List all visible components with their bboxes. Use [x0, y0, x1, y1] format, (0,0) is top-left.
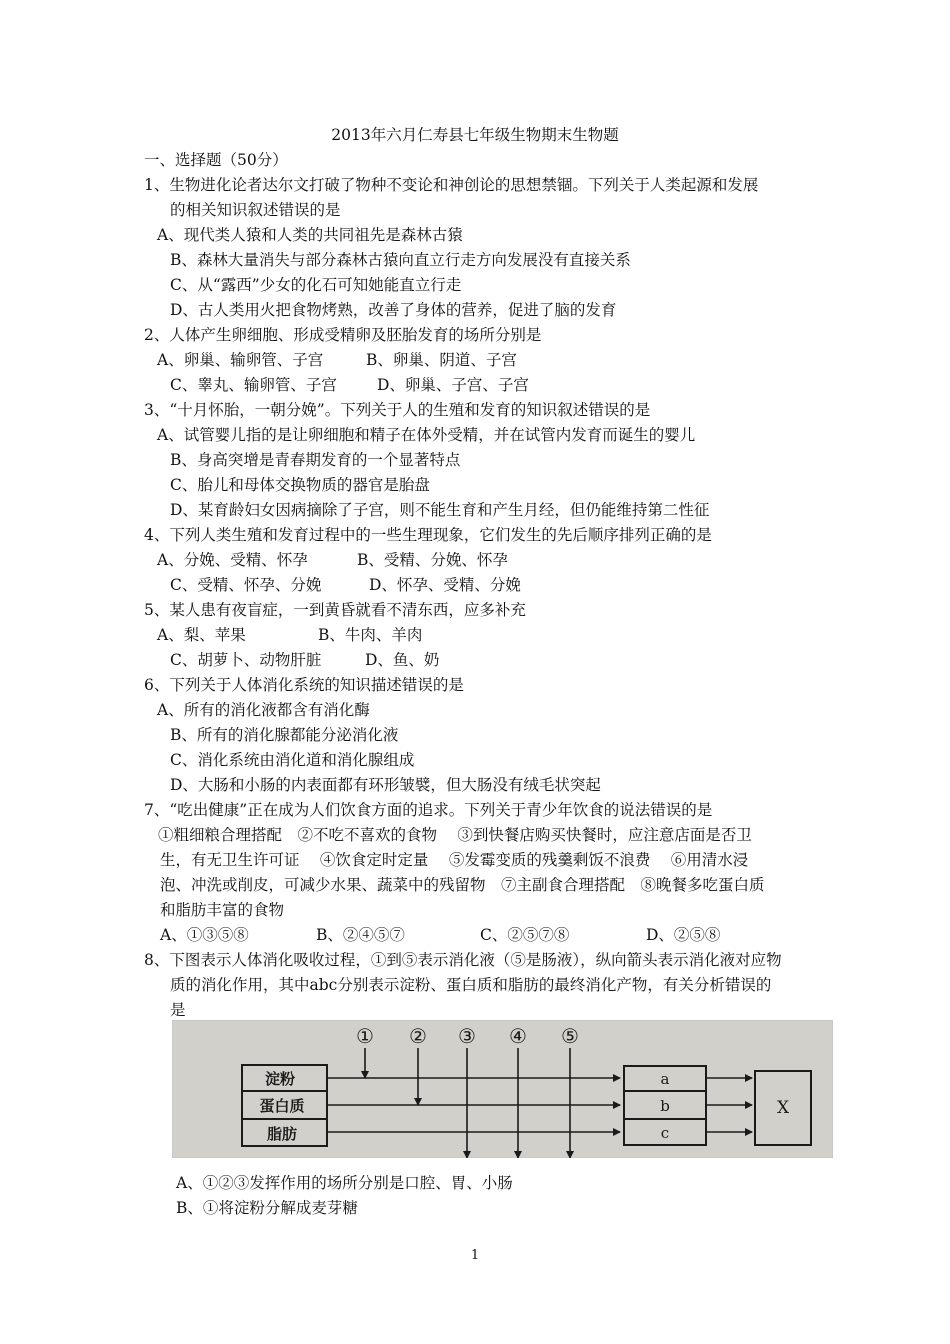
- q8-stem-cont: 是: [170, 1001, 186, 1019]
- q5-option-c: C、胡萝卜、动物肝脏: [170, 651, 322, 669]
- q3-option-c: C、胎儿和母体交换物质的器官是胎盘: [170, 476, 430, 494]
- result-label: X: [776, 1098, 790, 1118]
- juice-label: ⑤: [561, 1024, 579, 1048]
- q2-option-c: C、睾丸、输卵管、子宫: [170, 376, 337, 394]
- q8-stem-cont: 质的消化作用，其中abc分别表示淀粉、蛋白质和脂肪的最终消化产物，有关分析错误的: [170, 976, 772, 994]
- product-label: c: [660, 1124, 670, 1142]
- q8-stem: 8、下图表示人体消化吸收过程，①到⑤表示消化液（⑤是肠液），纵向箭头表示消化液对应物: [144, 951, 782, 969]
- q7-item-line: 和脂肪丰富的食物: [160, 901, 285, 919]
- q3-stem: 3、“十月怀胎，一朝分娩”。下列关于人的生殖和发育的知识叙述错误的是: [144, 401, 651, 419]
- q8-option-b: B、①将淀粉分解成麦芽糖: [176, 1199, 358, 1217]
- q1-stem: 1、生物进化论者达尔文打破了物种不变论和神创论的思想禁锢。下列关于人类起源和发展: [144, 176, 759, 194]
- product-label: b: [660, 1097, 670, 1115]
- page-title: 2013年六月仁寿县七年级生物期末生物题: [331, 126, 619, 144]
- nutrient-label: 淀粉: [264, 1070, 296, 1088]
- q8-option-a: A、①②③发挥作用的场所分别是口腔、胃、小肠: [176, 1174, 513, 1192]
- q7-option-c: C、②⑤⑦⑧: [480, 926, 570, 944]
- q4-option-a: A、分娩、受精、怀孕: [157, 551, 308, 569]
- q6-stem: 6、下列关于人体消化系统的知识描述错误的是: [144, 676, 464, 694]
- q4-stem: 4、下列人类生殖和发育过程中的一些生理现象，它们发生的先后顺序排列正确的是: [144, 526, 712, 544]
- q1-option-c: C、从“露西”少女的化石可知她能直立行走: [170, 276, 462, 294]
- q6-option-d: D、大肠和小肠的内表面都有环形皱襞，但大肠没有绒毛状突起: [170, 776, 601, 794]
- q7-option-a: A、①③⑤⑧: [160, 926, 249, 944]
- juice-label: ④: [509, 1024, 527, 1048]
- q7-item-line: 泡、冲洗或削皮，可减少水果、蔬菜中的残留物 ⑦主副食合理搭配 ⑧晚餐多吃蛋白质: [160, 876, 765, 894]
- q7-option-d: D、②⑤⑧: [646, 926, 721, 944]
- q7-option-b: B、②④⑤⑦: [316, 926, 405, 944]
- q7-item-line: ①粗细粮合理搭配 ②不吃不喜欢的食物 ③到快餐店购买快餐时，应注意店面是否卫: [158, 826, 752, 844]
- q2-option-b: B、卵巢、阴道、子宫: [366, 351, 517, 369]
- juice-label: ③: [458, 1024, 476, 1048]
- q2-option-a: A、卵巢、输卵管、子宫: [157, 351, 324, 369]
- q1-option-d: D、古人类用火把食物烤熟，改善了身体的营养，促进了脑的发育: [170, 301, 617, 319]
- section-heading: 一、选择题（50分）: [144, 151, 288, 169]
- q6-option-c: C、消化系统由消化道和消化腺组成: [170, 751, 415, 769]
- q5-option-b: B、牛肉、羊肉: [318, 626, 423, 644]
- q2-stem: 2、人体产生卵细胞、形成受精卵及胚胎发育的场所分别是: [144, 326, 542, 344]
- page-number: 1: [470, 1248, 480, 1263]
- q7-item-line: 生，有无卫生许可证 ④饮食定时定量 ⑤发霉变质的残羹剩饭不浪费 ⑥用清水浸: [160, 851, 749, 869]
- q1-option-b: B、森林大量消失与部分森林古猿向直立行走方向发展没有直接关系: [170, 251, 631, 269]
- q5-stem: 5、某人患有夜盲症，一到黄昏就看不清东西，应多补充: [144, 601, 526, 619]
- q4-option-b: B、受精、分娩、怀孕: [357, 551, 508, 569]
- q3-option-d: D、某育龄妇女因病摘除了子宫，则不能生育和产生月经，但仍能维持第二性征: [170, 501, 710, 519]
- nutrient-label: 脂肪: [266, 1125, 298, 1143]
- q7-stem: 7、“吃出健康”正在成为人们饮食方面的追求。下列关于青少年饮食的说法错误的是: [144, 801, 713, 819]
- q3-option-a: A、试管婴儿指的是让卵细胞和精子在体外受精，并在试管内发育而诞生的婴儿: [157, 426, 696, 444]
- q6-option-a: A、所有的消化液都含有消化酶: [157, 701, 370, 719]
- q6-option-b: B、所有的消化腺都能分泌消化液: [170, 726, 399, 744]
- q3-option-b: B、身高突增是青春期发育的一个显著特点: [170, 451, 461, 469]
- juice-label: ①: [356, 1024, 374, 1048]
- q4-option-d: D、怀孕、受精、分娩: [369, 576, 521, 594]
- digestion-diagram: [172, 1020, 833, 1158]
- q4-option-c: C、受精、怀孕、分娩: [170, 576, 322, 594]
- q5-option-a: A、梨、苹果: [157, 626, 246, 644]
- juice-label: ②: [409, 1024, 427, 1048]
- nutrient-label: 蛋白质: [259, 1097, 305, 1115]
- q5-option-d: D、鱼、奶: [365, 651, 440, 669]
- q1-stem-cont: 的相关知识叙述错误的是: [170, 201, 341, 219]
- q2-option-d: D、卵巢、子宫、子宫: [377, 376, 529, 394]
- q1-option-a: A、现代类人猿和人类的共同祖先是森林古猿: [157, 226, 463, 244]
- product-label: a: [660, 1070, 670, 1088]
